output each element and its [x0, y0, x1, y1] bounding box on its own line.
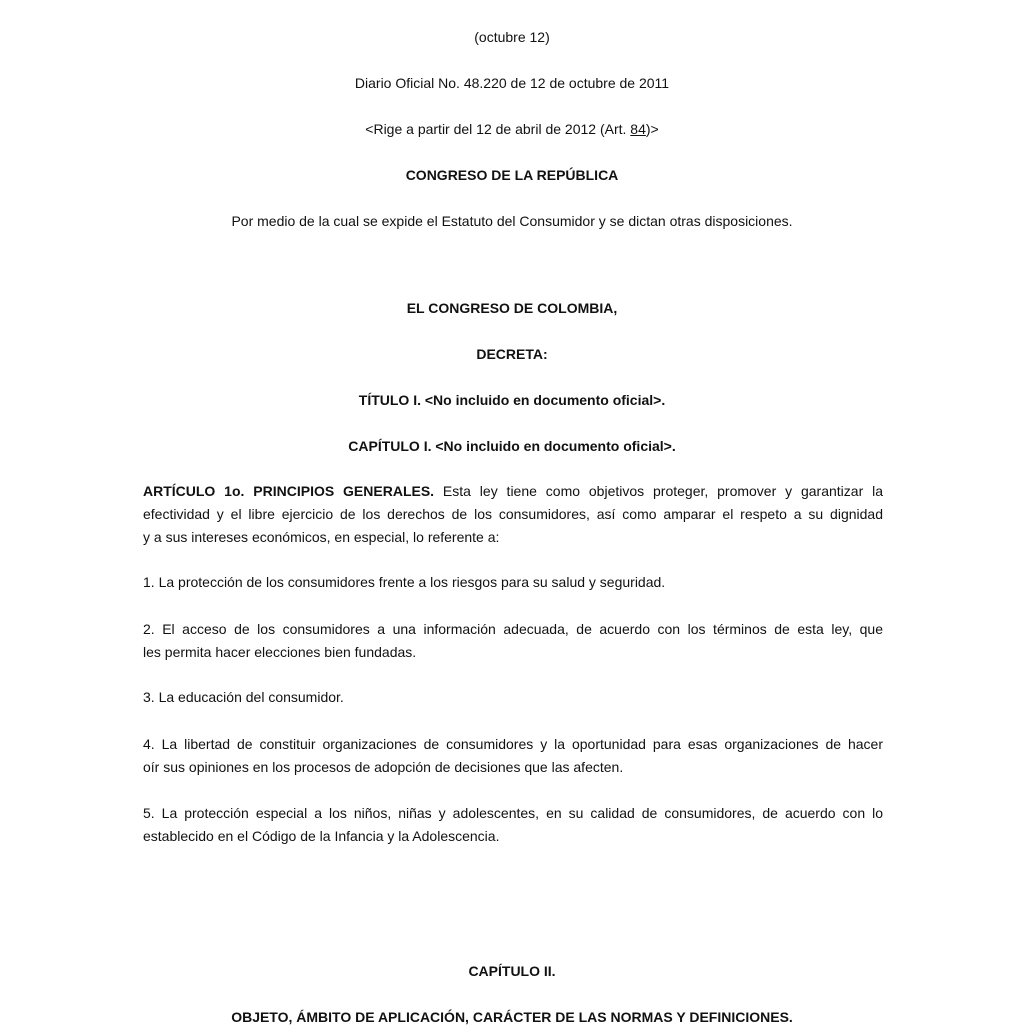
capitulo-2-heading: CAPÍTULO II.: [468, 963, 556, 979]
effective-suffix: )>: [645, 121, 659, 137]
gazette-reference: Diario Oficial No. 48.220 de 12 de octubre de 2011: [354, 75, 670, 91]
article-1-item-3: 3. La educación del consumidor.: [143, 689, 344, 705]
article-1-item-2: 2. El acceso de los consumidores a una información adecuada, de acuerdo con los términos de esta ley, que les permita hacer elecciones bien fundadas.: [143, 621, 883, 660]
article-1-item-4: 4. La libertad de constituir organizaciones de consumidores y la oportunidad para esas organizaciones de hacer oír sus opiniones en los procesos de adopción de decisiones que las afecten.: [143, 736, 883, 775]
article-1-heading: ARTÍCULO 1o. PRINCIPIOS GENERALES.: [143, 483, 435, 499]
effective-date: [0, 120, 1024, 138]
article-1-item-1: 1. La protección de los consumidores frente a los riesgos para su salud y seguridad.: [143, 574, 666, 590]
article-1-line-3: y a sus intereses económicos, en especial, lo referente a:: [143, 529, 500, 545]
law-date: (octubre 12): [474, 29, 550, 45]
article-84-link[interactable]: 84: [630, 121, 646, 137]
capitulo-2-subtitle: OBJETO, ÁMBITO DE APLICACIÓN, CARÁCTER DE LAS NORMAS Y DEFINICIONES.: [231, 1009, 793, 1025]
issuer-heading: CONGRESO DE LA REPÚBLICA: [405, 167, 619, 183]
article-1-item-5: 5. La protección especial a los niños, niñas y adolescentes, en su calidad de consumidores, de acuerdo con lo establecido en el Código de la Infancia y la Adolescencia.: [143, 805, 883, 844]
article-1-line-1: ARTÍCULO 1o. PRINCIPIOS GENERALES. Esta ley tiene como objetivos proteger, promover y garantizar la: [143, 483, 883, 499]
article-1-line-2: efectividad y el libre ejercicio de los derechos de los consumidores, así como amparar el respeto a su dignidad: [143, 506, 883, 522]
law-summary: Por medio de la cual se expide el Estatuto del Consumidor y se dictan otras disposiciones.: [231, 213, 793, 229]
titulo-1-heading: TÍTULO I. <No incluido en documento oficial>.: [358, 392, 666, 408]
decree-heading: DECRETA:: [476, 346, 548, 362]
congress-heading: EL CONGRESO DE COLOMBIA,: [406, 300, 618, 316]
article-1-intro: [143, 480, 883, 549]
capitulo-1-heading: CAPÍTULO I. <No incluido en documento oficial>.: [348, 438, 676, 454]
effective-prefix: <Rige a partir del 12 de abril de 2012 (Art.: [365, 121, 631, 137]
